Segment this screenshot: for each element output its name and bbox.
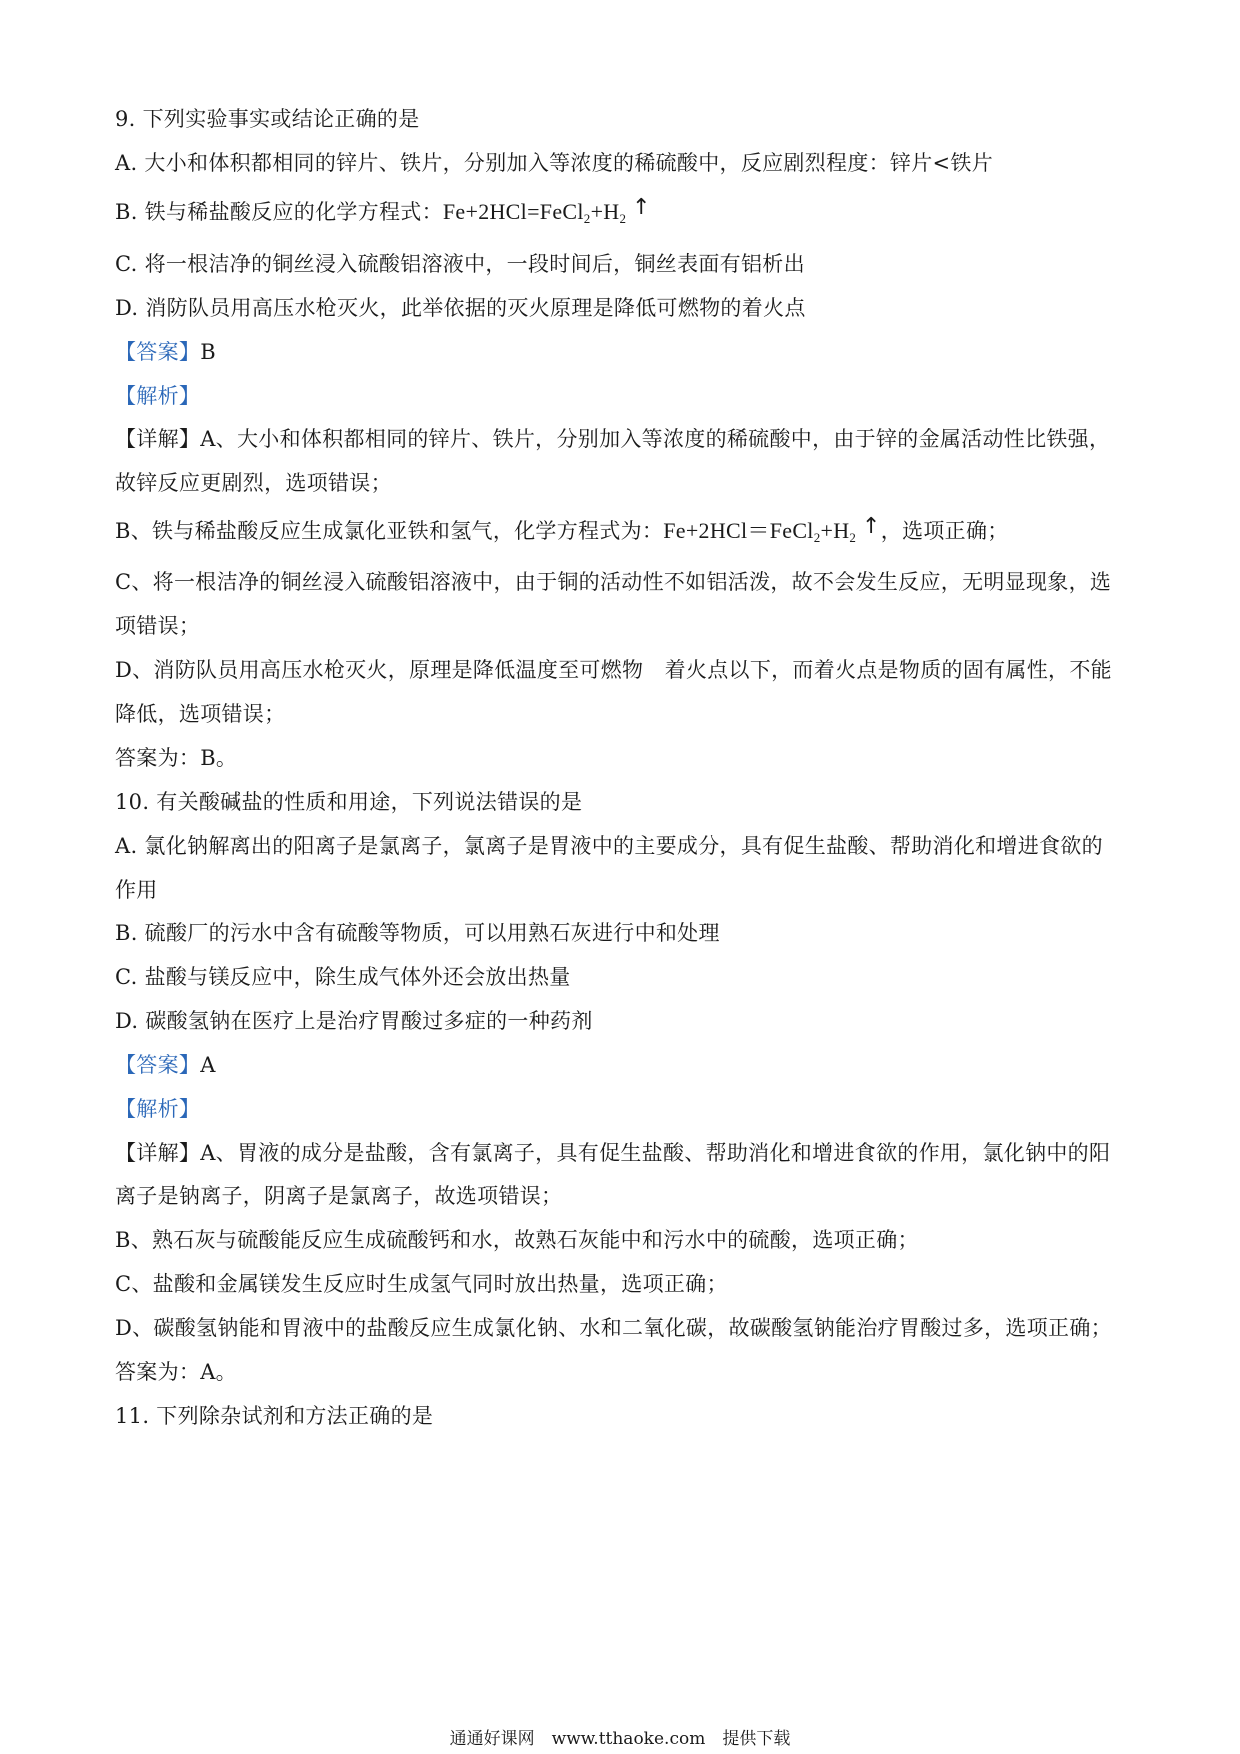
q9-option-b-text: B. 铁与稀盐酸反应的化学方程式： <box>115 200 443 224</box>
detail-tag: 【详解】 <box>115 1141 201 1165</box>
q10-stem: 10. 有关酸碱盐的性质和用途，下列说法错误的是 <box>115 790 583 814</box>
q10-detail-d: D、碳酸氢钠能和胃液中的盐酸反应生成氯化钠、水和二氧化碳，故碳酸氢钠能治疗胃酸过多，选项正确； <box>115 1316 1112 1340</box>
q9-detail-a-line2: 故锌反应更剧烈，选项错误； <box>115 471 392 495</box>
q9-option-b <box>115 197 651 234</box>
q10-option-c: C. 盐酸与镁反应中，除生成气体外还会放出热量 <box>115 965 571 989</box>
formula-subscript: 2 <box>619 211 627 226</box>
q11-stem: 11. 下列除杂试剂和方法正确的是 <box>115 1404 434 1428</box>
q9-stem: 9. 下列实验事实或结论正确的是 <box>115 107 420 131</box>
q10-answer <box>115 1050 216 1080</box>
q9-option-d: D. 消防队员用高压水枪灭火，此举依据的灭火原理是降低可燃物的着火点 <box>115 296 806 320</box>
formula-part: +H <box>590 199 620 224</box>
q9-detail-a-line1 <box>115 424 1110 454</box>
q9-option-b-formula <box>442 195 651 226</box>
q10-option-a-line1: A. 氯化钠解离出的阳离子是氯离子，氯离子是胃液中的主要成分，具有促生盐酸、帮助消化和增进食欲的 <box>115 834 1103 858</box>
q9-option-a: A. 大小和体积都相同的锌片、铁片，分别加入等浓度的稀硫酸中，反应剧烈程度：锌片<铁片 <box>115 151 994 175</box>
q9-detail-b-formula <box>663 514 881 545</box>
answer-value: B <box>200 340 216 364</box>
q9-detail-c-line2: 项错误； <box>115 614 201 638</box>
detail-text: A、胃液的成分是盐酸，含有氯离子，具有促生盐酸、帮助消化和增进食欲的作用，氯化钠中的阳 <box>200 1141 1111 1165</box>
detail-text: A、大小和体积都相同的锌片、铁片，分别加入等浓度的稀硫酸中，由于锌的金属活动性比铁强， <box>200 427 1111 451</box>
answer-tag: 【答案】 <box>115 340 201 364</box>
q9-analysis-tag <box>115 381 200 411</box>
q10-option-d: D. 碳酸氢钠在医疗上是治疗胃酸过多症的一种药剂 <box>115 1009 593 1033</box>
detail-text: B、铁与稀盐酸反应生成氯化亚铁和氢气，化学方程式为： <box>115 519 664 543</box>
answer-value: A <box>200 1053 216 1077</box>
formula-subscript: 2 <box>583 211 591 226</box>
q10-detail-c: C、盐酸和金属镁发生反应时生成氢气同时放出热量，选项正确； <box>115 1272 728 1296</box>
q9-detail-c-line1: C、将一根洁净的铜丝浸入硫酸铝溶液中，由于铜的活动性不如铝活泼，故不会发生反应，无明显现象，选 <box>115 570 1112 594</box>
q10-option-a-line2: 作用 <box>115 878 158 902</box>
answer-tag: 【答案】 <box>115 1053 201 1077</box>
gas-arrow-icon: ↑ <box>632 195 651 220</box>
q9-detail-b <box>115 516 1009 553</box>
q9-conclusion: 答案为：B。 <box>115 746 238 770</box>
q10-analysis-tag <box>115 1094 200 1124</box>
q10-detail-b: B、熟石灰与硫酸能反应生成硫酸钙和水，故熟石灰能中和污水中的硫酸，选项正确； <box>115 1228 919 1252</box>
analysis-tag: 【解析】 <box>115 1097 201 1121</box>
formula-subscript: 2 <box>849 530 857 545</box>
q10-detail-a-line1 <box>115 1138 1110 1168</box>
q9-answer <box>115 337 216 367</box>
gas-arrow-icon: ↑ <box>862 514 881 539</box>
analysis-tag: 【解析】 <box>115 384 201 408</box>
q9-detail-d-line2: 降低，选项错误； <box>115 702 286 726</box>
q10-option-b: B. 硫酸厂的污水中含有硫酸等物质，可以用熟石灰进行中和处理 <box>115 921 720 945</box>
q9-option-c: C. 将一根洁净的铜丝浸入硫酸铝溶液中，一段时间后，铜丝表面有铝析出 <box>115 252 805 276</box>
page-footer: 通通好课网 www.tthaoke.com 提供下载 <box>449 1729 791 1749</box>
formula-part: +H <box>820 518 850 543</box>
formula-part: Fe+2HCl=FeCl <box>442 199 584 224</box>
detail-tag: 【详解】 <box>115 427 201 451</box>
formula-subscript: 2 <box>813 530 821 545</box>
q10-conclusion: 答案为：A。 <box>115 1360 237 1384</box>
q10-detail-a-line2: 离子是钠离子，阴离子是氯离子，故选项错误； <box>115 1184 563 1208</box>
q9-detail-d-line1: D、消防队员用高压水枪灭火，原理是降低温度至可燃物 着火点以下，而着火点是物质的固有属性，不能 <box>115 658 1112 682</box>
detail-text: ，选项正确； <box>880 519 1009 543</box>
formula-part: Fe+2HCl＝FeCl <box>663 518 814 543</box>
